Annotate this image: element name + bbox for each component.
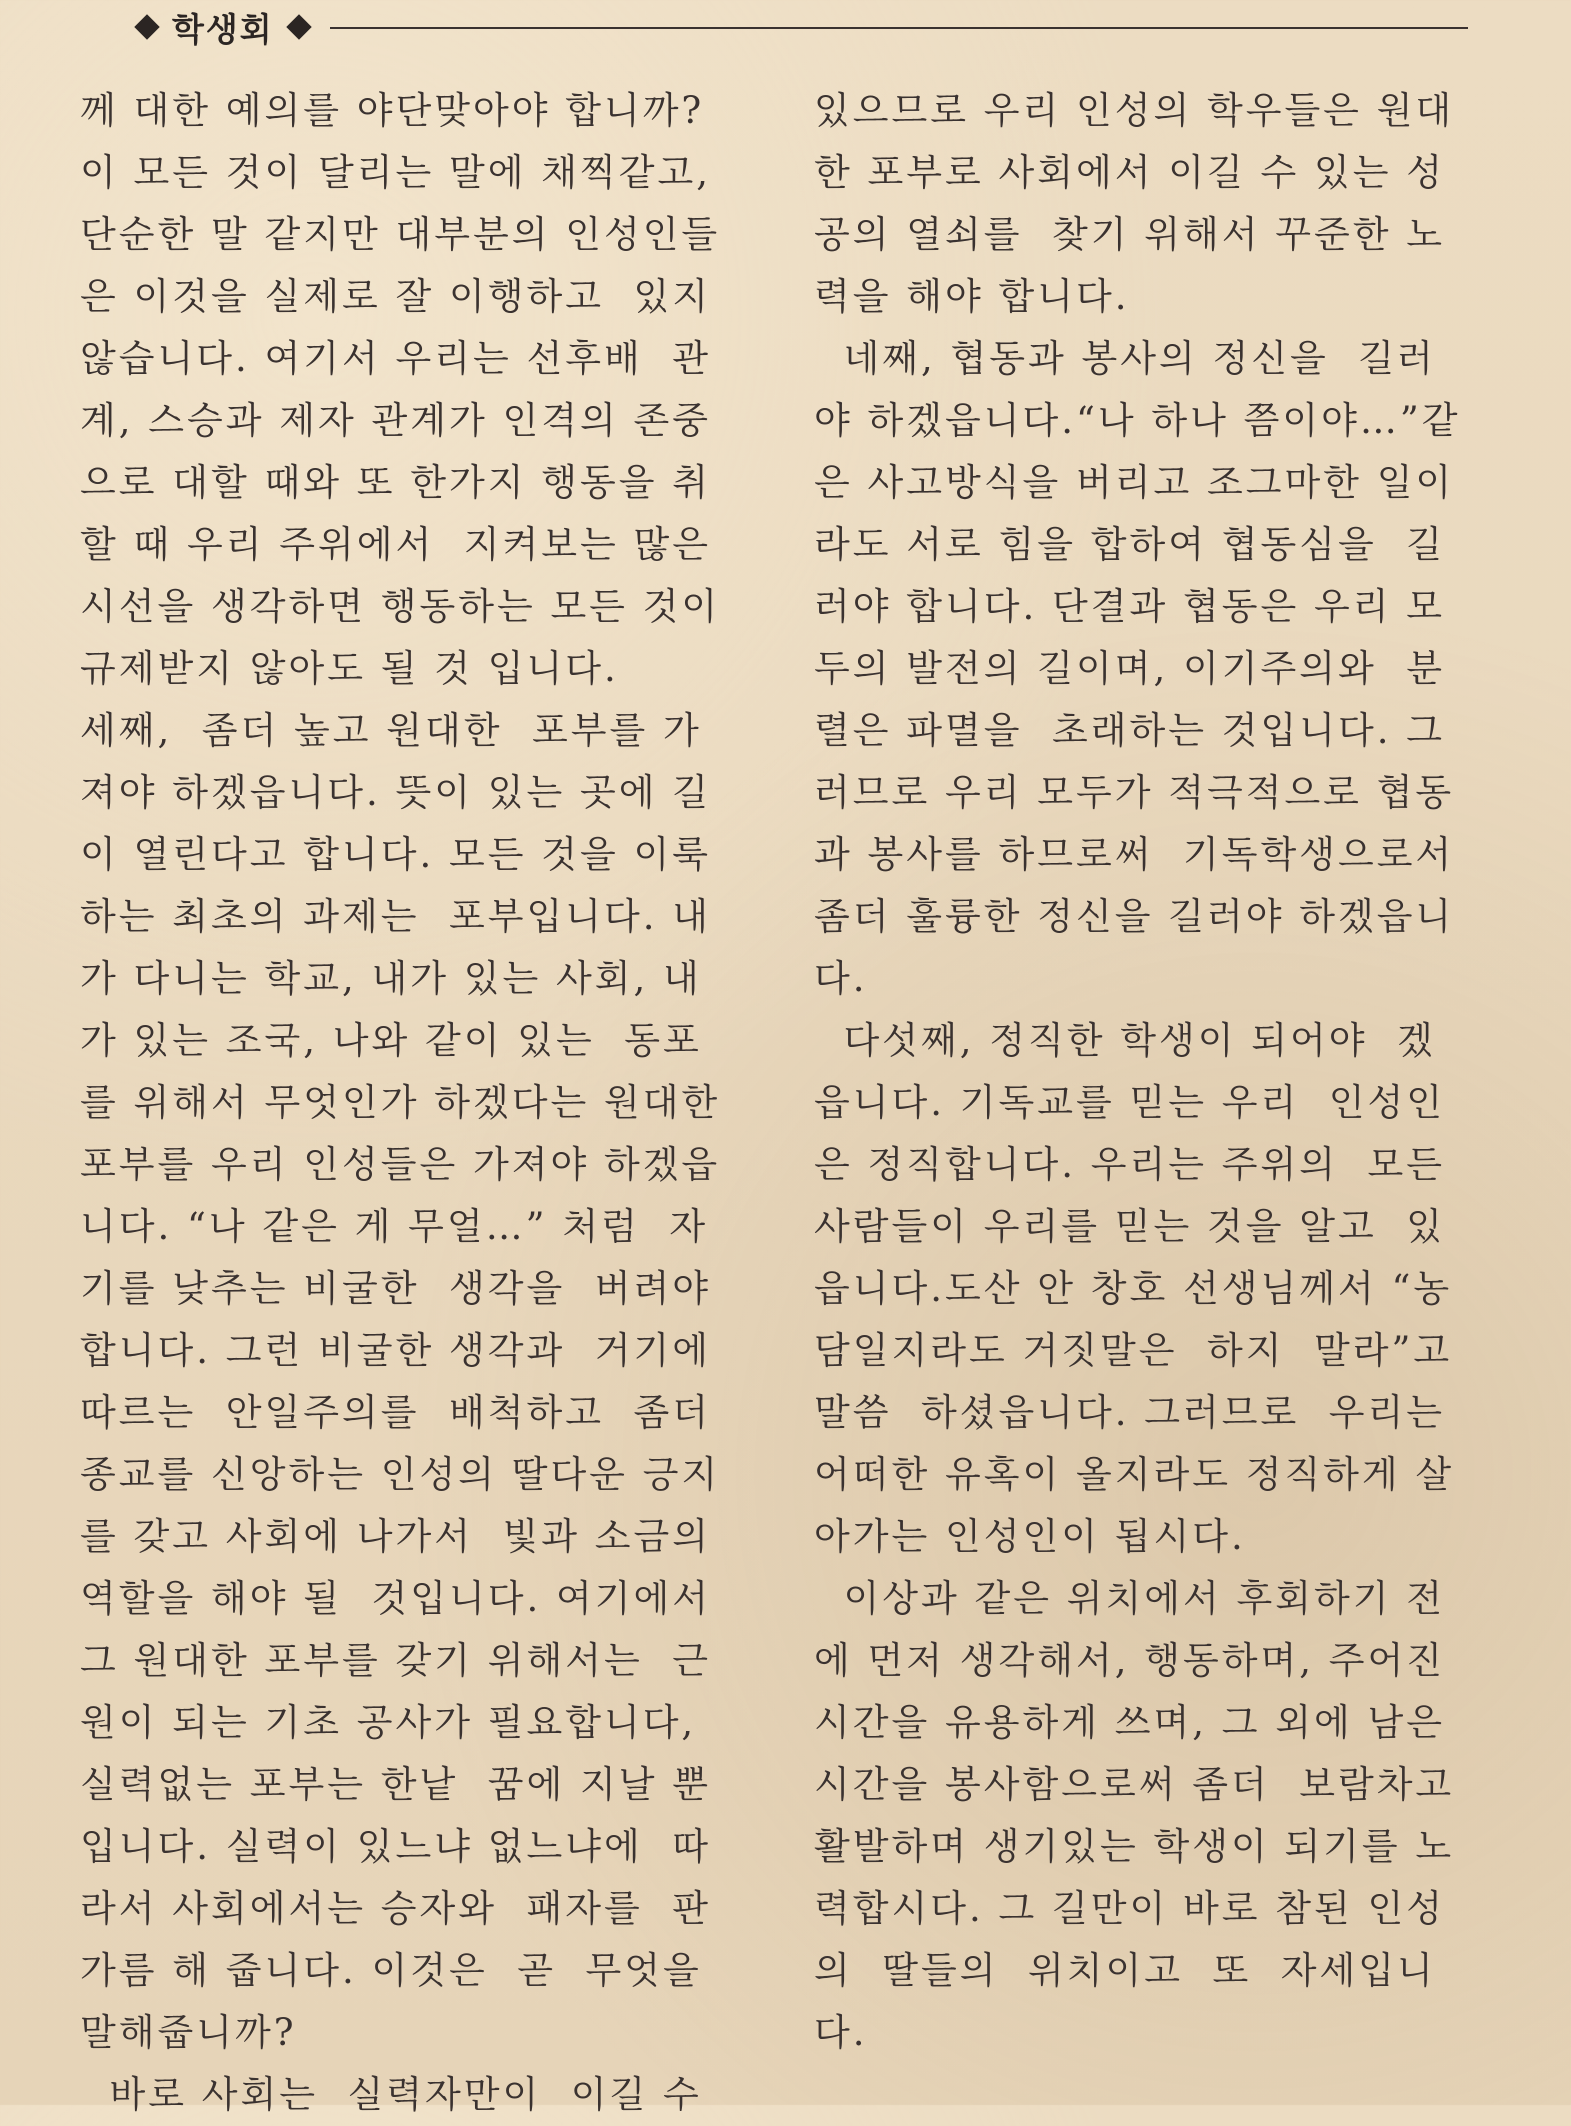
text-line: 세째, 좀더 높고 원대한 포부를 가 <box>80 709 702 752</box>
text-line: 말씀 하셨읍니다. 그러므로 우리는 <box>814 1391 1445 1434</box>
diamond-left-icon <box>134 14 159 39</box>
text-line: 력을 해야 합니다. <box>814 275 1130 318</box>
text-line: 활발하며 생기있는 학생이 되기를 노 <box>814 1825 1455 1868</box>
text-line: 시선을 생각하면 행동하는 모든 것이 <box>80 585 721 628</box>
text-line: 하는 최초의 과제는 포부입니다. 내 <box>80 895 711 938</box>
text-line: 실력없는 포부는 한낱 꿈에 지날 뿐 <box>80 1763 711 1806</box>
text-line: 역할을 해야 될 것입니다. 여기에서 <box>80 1577 711 1620</box>
text-line: 력합시다. 그 길만이 바로 참된 인성 <box>814 1887 1445 1930</box>
text-line: 읍니다.도산 안 창호 선생님께서 “농 <box>814 1267 1453 1310</box>
text-line: 져야 하겠읍니다. 뜻이 있는 곳에 길 <box>80 771 711 814</box>
text-line: 를 위해서 무엇인가 하겠다는 원대한 <box>80 1081 721 1124</box>
text-line: 다. <box>814 957 868 1000</box>
text-line: 과 봉사를 하므로써 기독학생으로서 <box>814 833 1455 876</box>
text-line: 기를 낮추는 비굴한 생각을 버려야 <box>80 1267 711 1310</box>
text-line: 계, 스승과 제자 관계가 인격의 존중 <box>80 399 711 442</box>
text-line: 공의 열쇠를 찾기 위해서 꾸준한 노 <box>814 213 1445 256</box>
text-line: 말해줍니까? <box>80 2011 297 2054</box>
text-line: 어떠한 유혹이 올지라도 정직하게 살 <box>814 1453 1455 1496</box>
header-rule <box>330 27 1468 29</box>
text-line: 바로 사회는 실력자만이 이길 수 <box>80 2073 702 2116</box>
text-line: 입니다. 실력이 있느냐 없느냐에 따 <box>80 1825 711 1868</box>
text-line: 규제받지 않아도 될 것 입니다. <box>80 647 619 690</box>
text-line: 의 딸들의 위치이고 또 자세입니 <box>814 1949 1436 1992</box>
text-line: 할 때 우리 주위에서 지켜보는 많은 <box>80 523 711 566</box>
text-line: 포부를 우리 인성들은 가져야 하겠읍 <box>80 1143 721 1186</box>
text-line: 않습니다. 여기서 우리는 선후배 관 <box>80 337 711 380</box>
text-line: 그 원대한 포부를 갖기 위해서는 근 <box>80 1639 711 1682</box>
text-line: 라서 사회에서는 승자와 패자를 판 <box>80 1887 711 1930</box>
text-line: 에 먼저 생각해서, 행동하며, 주어진 <box>814 1639 1445 1682</box>
right-column <box>814 80 1474 2064</box>
text-line: 러므로 우리 모두가 적극적으로 협동 <box>814 771 1455 814</box>
text-line: 이 모든 것이 달리는 말에 채찍같고, <box>80 151 711 194</box>
text-line: 시간을 유용하게 쓰며, 그 외에 남은 <box>814 1701 1445 1744</box>
text-line: 읍니다. 기독교를 믿는 우리 인성인 <box>814 1081 1445 1124</box>
text-line: 은 사고방식을 버리고 조그마한 일이 <box>814 461 1455 504</box>
text-line: 라도 서로 힘을 합하여 협동심을 길 <box>814 523 1445 566</box>
text-line: 러야 합니다. 단결과 협동은 우리 모 <box>814 585 1445 628</box>
text-line: 은 정직합니다. 우리는 주위의 모든 <box>814 1143 1445 1186</box>
text-line: 사람들이 우리를 믿는 것을 알고 있 <box>814 1205 1445 1248</box>
text-line: 네째, 협동과 봉사의 정신을 길러 <box>814 337 1436 380</box>
text-line: 시간을 봉사함으로써 좀더 보람차고 <box>814 1763 1455 1806</box>
text-line: 있으므로 우리 인성의 학우들은 원대 <box>814 89 1455 132</box>
text-line: 다. <box>814 2011 868 2054</box>
text-line: 단순한 말 같지만 대부분의 인성인들 <box>80 213 721 256</box>
text-line: 께 대한 예의를 야단맞아야 합니까? <box>80 89 705 132</box>
text-line: 두의 발전의 길이며, 이기주의와 분 <box>814 647 1445 690</box>
text-line: 종교를 신앙하는 인성의 딸다운 긍지 <box>80 1453 721 1496</box>
text-line: 이 열린다고 합니다. 모든 것을 이룩 <box>80 833 711 876</box>
text-line: 니다. “나 같은 게 무얼…” 처럼 자 <box>80 1205 709 1248</box>
text-line: 아가는 인성인이 됩시다. <box>814 1515 1246 1558</box>
text-line: 이상과 같은 위치에서 후회하기 전 <box>814 1577 1445 1620</box>
section-header <box>128 6 1468 48</box>
text-line: 좀더 훌륭한 정신을 길러야 하겠읍니 <box>814 895 1455 938</box>
diamond-right-icon <box>286 14 311 39</box>
left-column <box>80 80 750 2126</box>
text-line: 야 하겠읍니다.“나 하나 쯤이야…”같 <box>814 399 1461 442</box>
text-line: 한 포부로 사회에서 이길 수 있는 성 <box>814 151 1445 194</box>
text-line: 다섯째, 정직한 학생이 되어야 겠 <box>814 1019 1436 1062</box>
section-title: 학생회 <box>172 9 274 49</box>
text-line: 합니다. 그런 비굴한 생각과 거기에 <box>80 1329 711 1372</box>
text-line: 따르는 안일주의를 배척하고 좀더 <box>80 1391 711 1434</box>
text-line: 은 이것을 실제로 잘 이행하고 있지 <box>80 275 711 318</box>
text-line: 으로 대할 때와 또 한가지 행동을 취 <box>80 461 711 504</box>
text-line: 원이 되는 기초 공사가 필요합니다, <box>80 1701 697 1744</box>
text-line: 가름 해 줍니다. 이것은 곧 무엇을 <box>80 1949 702 1992</box>
text-line: 담일지라도 거짓말은 하지 말라”고 <box>814 1329 1453 1372</box>
text-line: 가 있는 조국, 나와 같이 있는 동포 <box>80 1019 702 1062</box>
text-line: 를 갖고 사회에 나가서 빛과 소금의 <box>80 1515 711 1558</box>
text-line: 가 다니는 학교, 내가 있는 사회, 내 <box>80 957 702 1000</box>
text-line: 렬은 파멸을 초래하는 것입니다. 그 <box>814 709 1445 752</box>
